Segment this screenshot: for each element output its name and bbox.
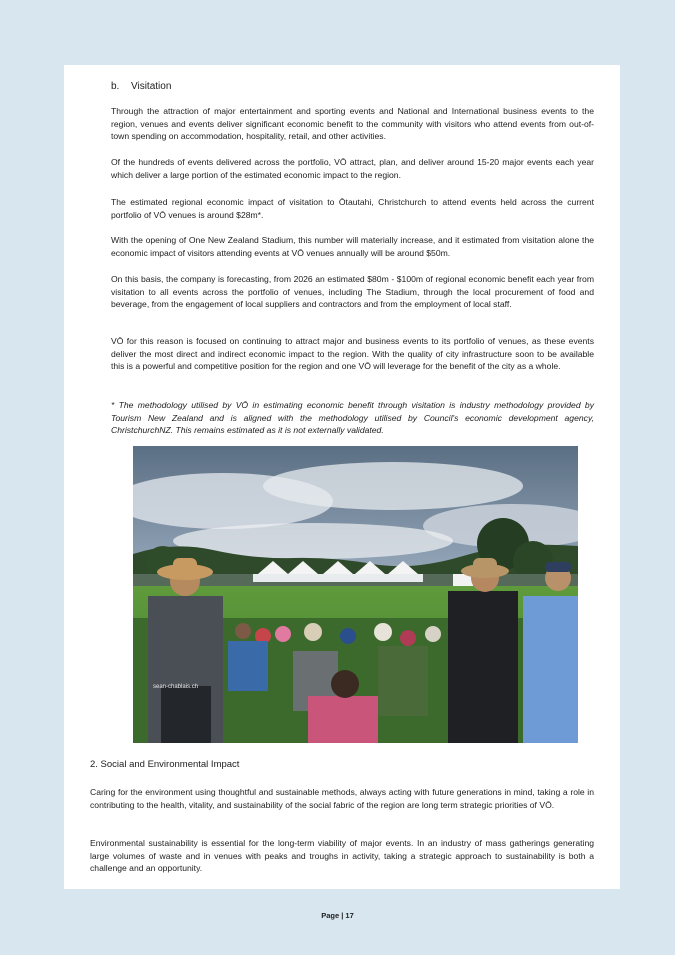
section-heading-visitation (111, 81, 171, 92)
page-number: Page | 17 (321, 911, 354, 920)
paragraph: The estimated regional economic impact of visitation to Ōtautahi, Christchurch to attend events held across the current portfolio of VŌ venues is around $28m*. (111, 197, 594, 220)
footnote: * The methodology utilised by VŌ in estimating economic benefit through visitation is industry methodology provided by Tourism New Zealand and is aligned with the methodology utilised by Council's economic development agency, ChristchurchNZ. This remains estimated as it is not externally validated. (111, 400, 594, 435)
paragraph: Through the attraction of major entertainment and sporting events and National and International business events to the region, venues and events deliver significant economic benefit to the community with visitors who attend events from out-of-town spending on accommodation, hospitality, retail, and other activities. (111, 106, 594, 141)
section-heading-social-environmental: 2. Social and Environmental Impact (90, 759, 240, 770)
cricket-crowd-photo (133, 446, 578, 743)
paragraph: Caring for the environment using thoughtful and sustainable methods, always acting with future generations in mind, taking a role in contributing to the health, vitality, and sustainability of the social fabric of the region are long term strategic priorities of VŌ. (90, 787, 594, 810)
paragraph: On this basis, the company is forecasting, from 2026 an estimated $80m - $100m of regional economic benefit each year from visitation to all events across the portfolio of venues, including The Stadium, through the local procurement of food and beverage, from the engagement of local suppliers and contractors and from the employment of local staff. (111, 274, 594, 309)
paragraph: VŌ for this reason is focused on continuing to attract major and business events to its portfolio of venues, as these events deliver the most direct and indirect economic impact to the region. With the quality of city infrastructure soon to be available this is a powerful and competitive position for the region and one VŌ will leverage for the benefit of the city as a whole. (111, 336, 594, 371)
section-number: b. (111, 81, 120, 92)
shirt-watermark: sean-chablais.ch (153, 684, 199, 690)
paragraph: With the opening of One New Zealand Stadium, this number will materially increase, and it estimated from visitation alone the economic impact of visitors attending events at VŌ venues annually will be around $50m. (111, 235, 594, 258)
paragraph: Of the hundreds of events delivered across the portfolio, VŌ attract, plan, and deliver around 15-20 major events each year which deliver a large portion of the estimated economic impact to the region. (111, 157, 594, 180)
paragraph: Environmental sustainability is essential for the long-term viability of major events. In an industry of mass gatherings generating large volumes of waste and in venues with peaks and troughs in activity, taking a strategic approach to sustainability is both a challenge and an opportunity. (90, 838, 594, 873)
document-page (64, 65, 620, 889)
section-title: Visitation (131, 81, 172, 92)
